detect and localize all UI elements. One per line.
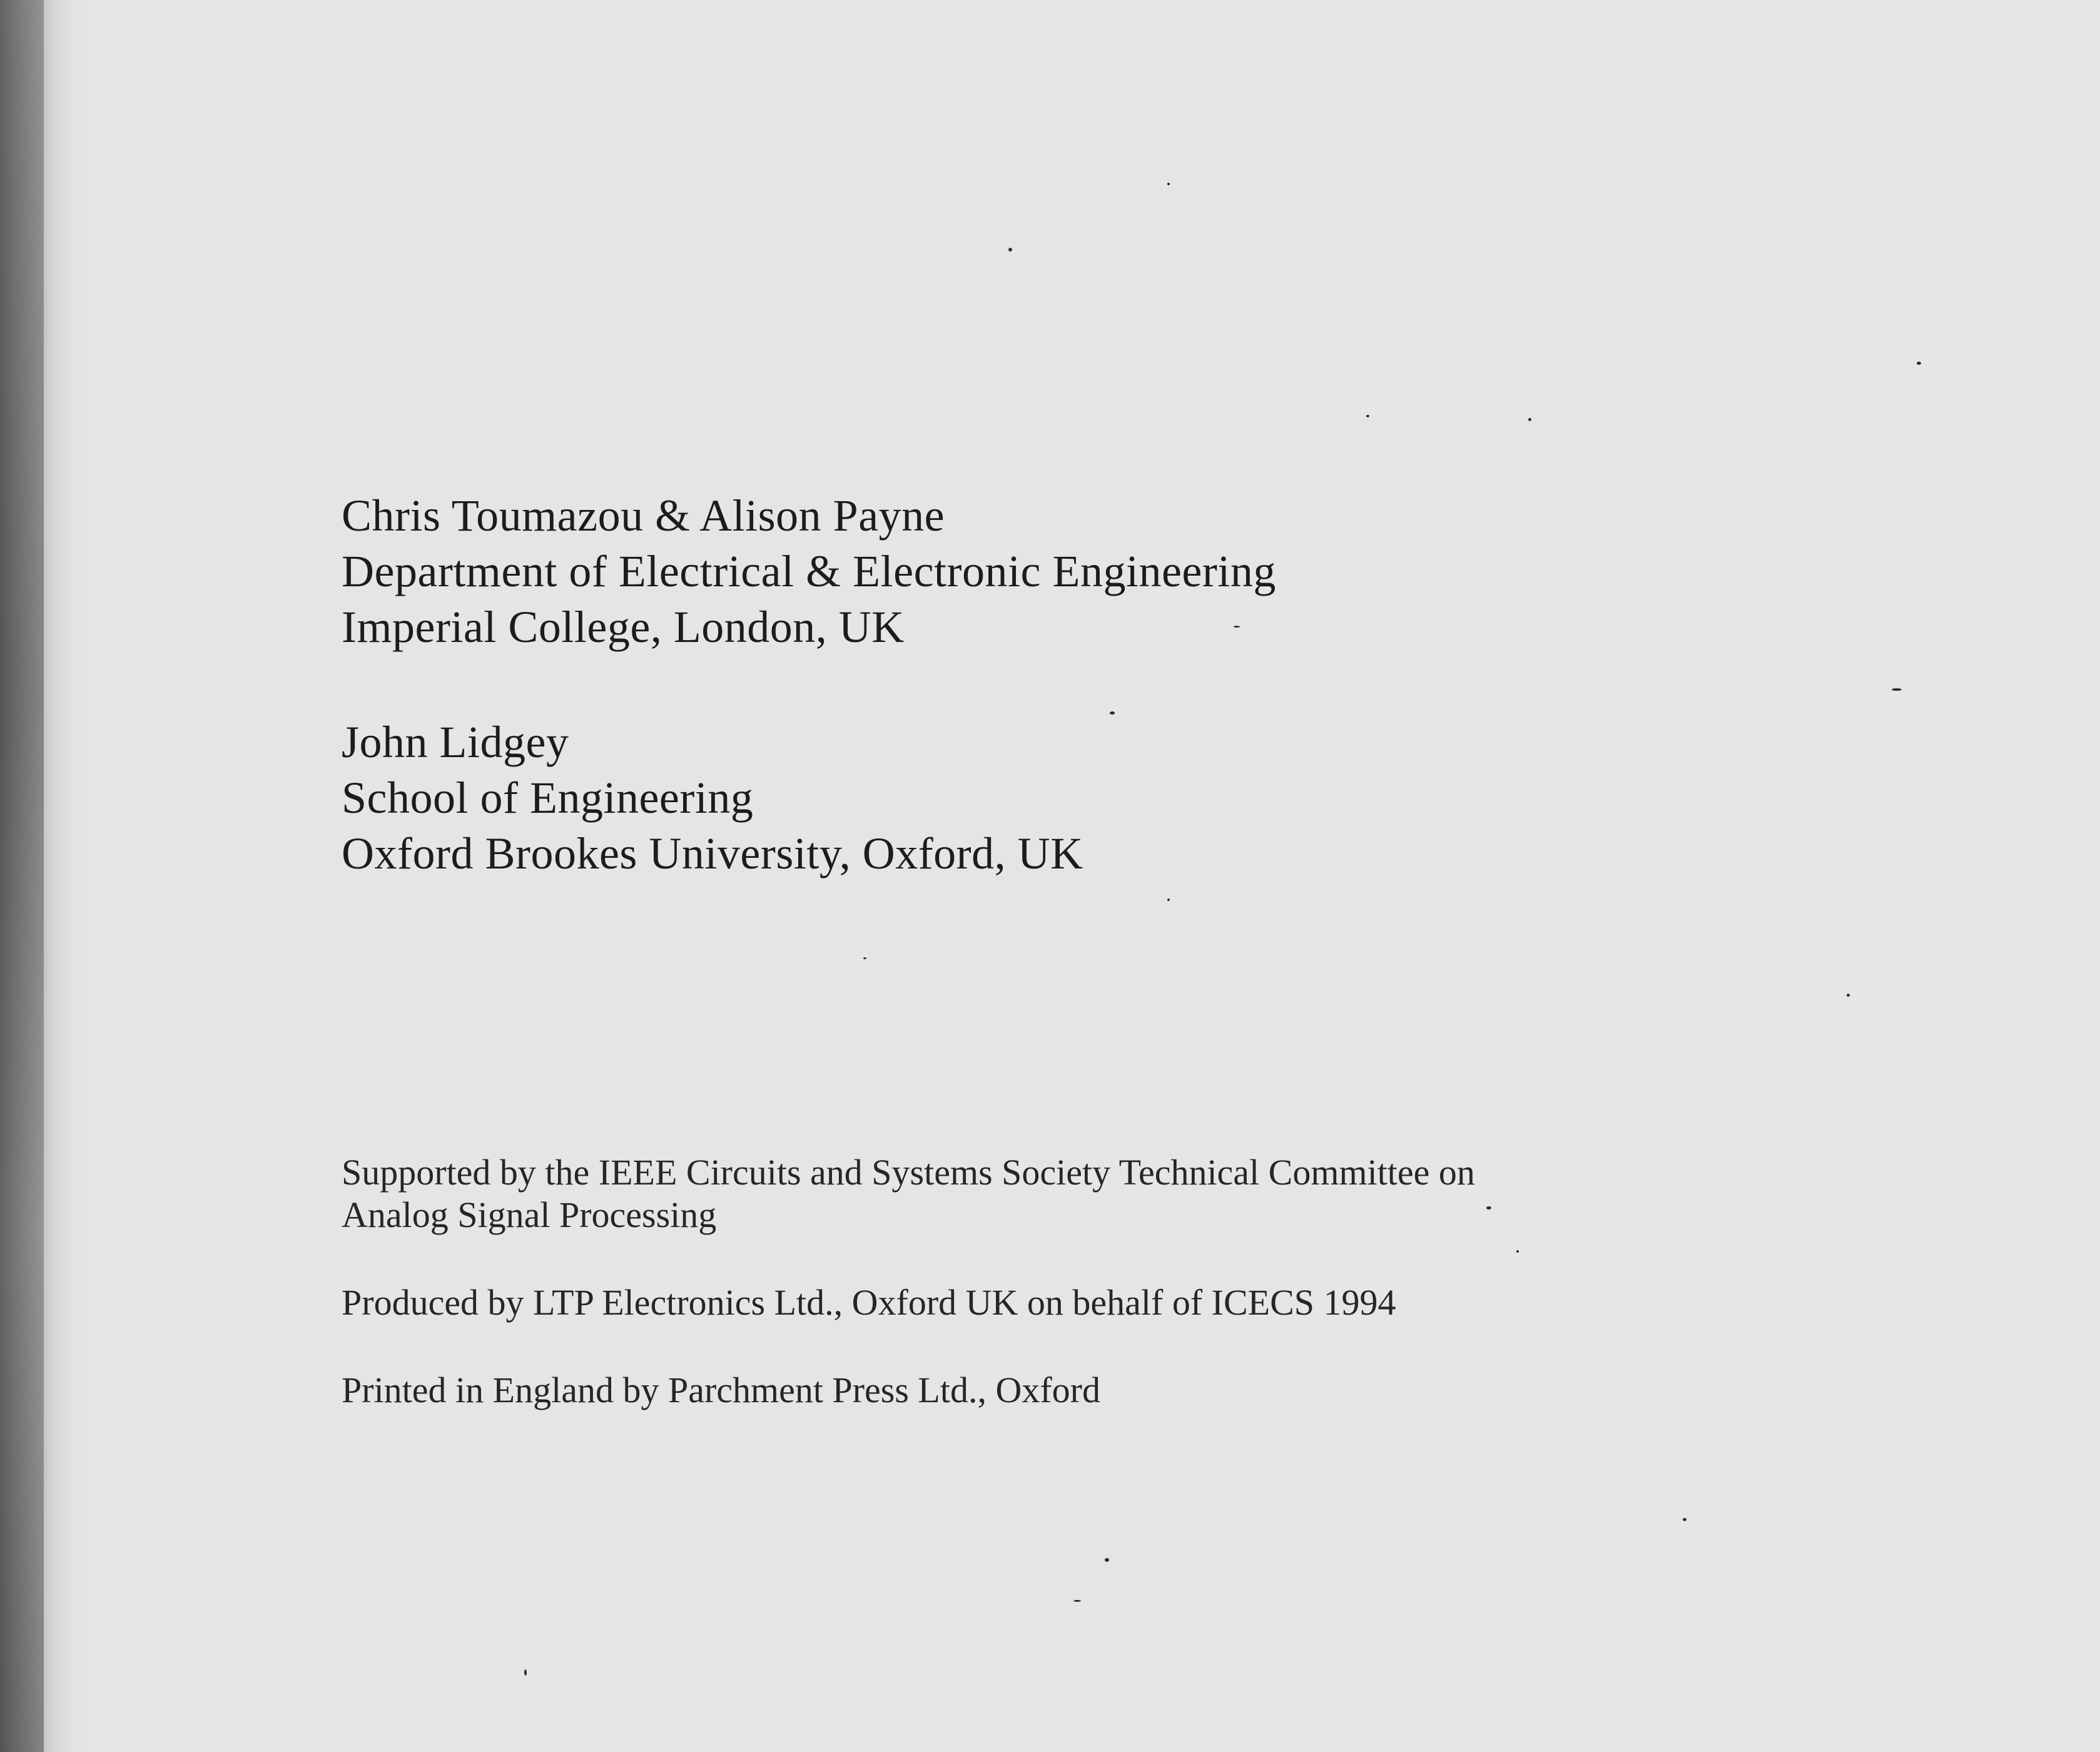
scan-speck bbox=[1167, 899, 1170, 901]
scan-speck bbox=[1528, 418, 1531, 421]
printing-statement: Printed in England by Parchment Press Ltd., Oxford bbox=[342, 1370, 1100, 1410]
scan-speck bbox=[1366, 415, 1369, 417]
scan-speck bbox=[524, 1669, 527, 1676]
author-names: Chris Toumazou & Alison Payne bbox=[342, 491, 945, 541]
scan-speck bbox=[1234, 626, 1240, 628]
scan-speck bbox=[1917, 362, 1921, 365]
author-department: School of Engineering bbox=[342, 773, 754, 823]
support-statement-line-2: Analog Signal Processing bbox=[342, 1194, 717, 1235]
author-group-2 bbox=[342, 715, 1083, 882]
author-group-1 bbox=[342, 488, 1276, 655]
scan-speck bbox=[1683, 1518, 1687, 1521]
scan-speck bbox=[1110, 711, 1115, 715]
scan-speck bbox=[1486, 1206, 1491, 1210]
production-statement: Produced by LTP Electronics Ltd., Oxford UK on behalf of ICECS 1994 bbox=[342, 1282, 1396, 1323]
author-institution: Imperial College, London, UK bbox=[342, 602, 905, 652]
spacer bbox=[342, 1324, 1475, 1369]
scan-speck bbox=[1516, 1250, 1519, 1253]
scan-speck bbox=[863, 957, 866, 959]
publication-notes bbox=[342, 1151, 1475, 1412]
binding-shadow bbox=[0, 0, 44, 1752]
scan-speck bbox=[1167, 183, 1170, 185]
author-institution: Oxford Brookes University, Oxford, UK bbox=[342, 828, 1083, 879]
scan-speck bbox=[1892, 688, 1902, 691]
spacer bbox=[342, 1236, 1475, 1281]
support-statement-line-1: Supported by the IEEE Circuits and Systems Society Technical Committee on bbox=[342, 1152, 1475, 1193]
scan-speck bbox=[1008, 248, 1012, 252]
author-department: Department of Electrical & Electronic Engineering bbox=[342, 546, 1276, 596]
scan-speck bbox=[1847, 994, 1850, 997]
scan-speck bbox=[1105, 1558, 1109, 1562]
scan-speck bbox=[1073, 1600, 1081, 1602]
author-names: John Lidgey bbox=[342, 717, 569, 767]
